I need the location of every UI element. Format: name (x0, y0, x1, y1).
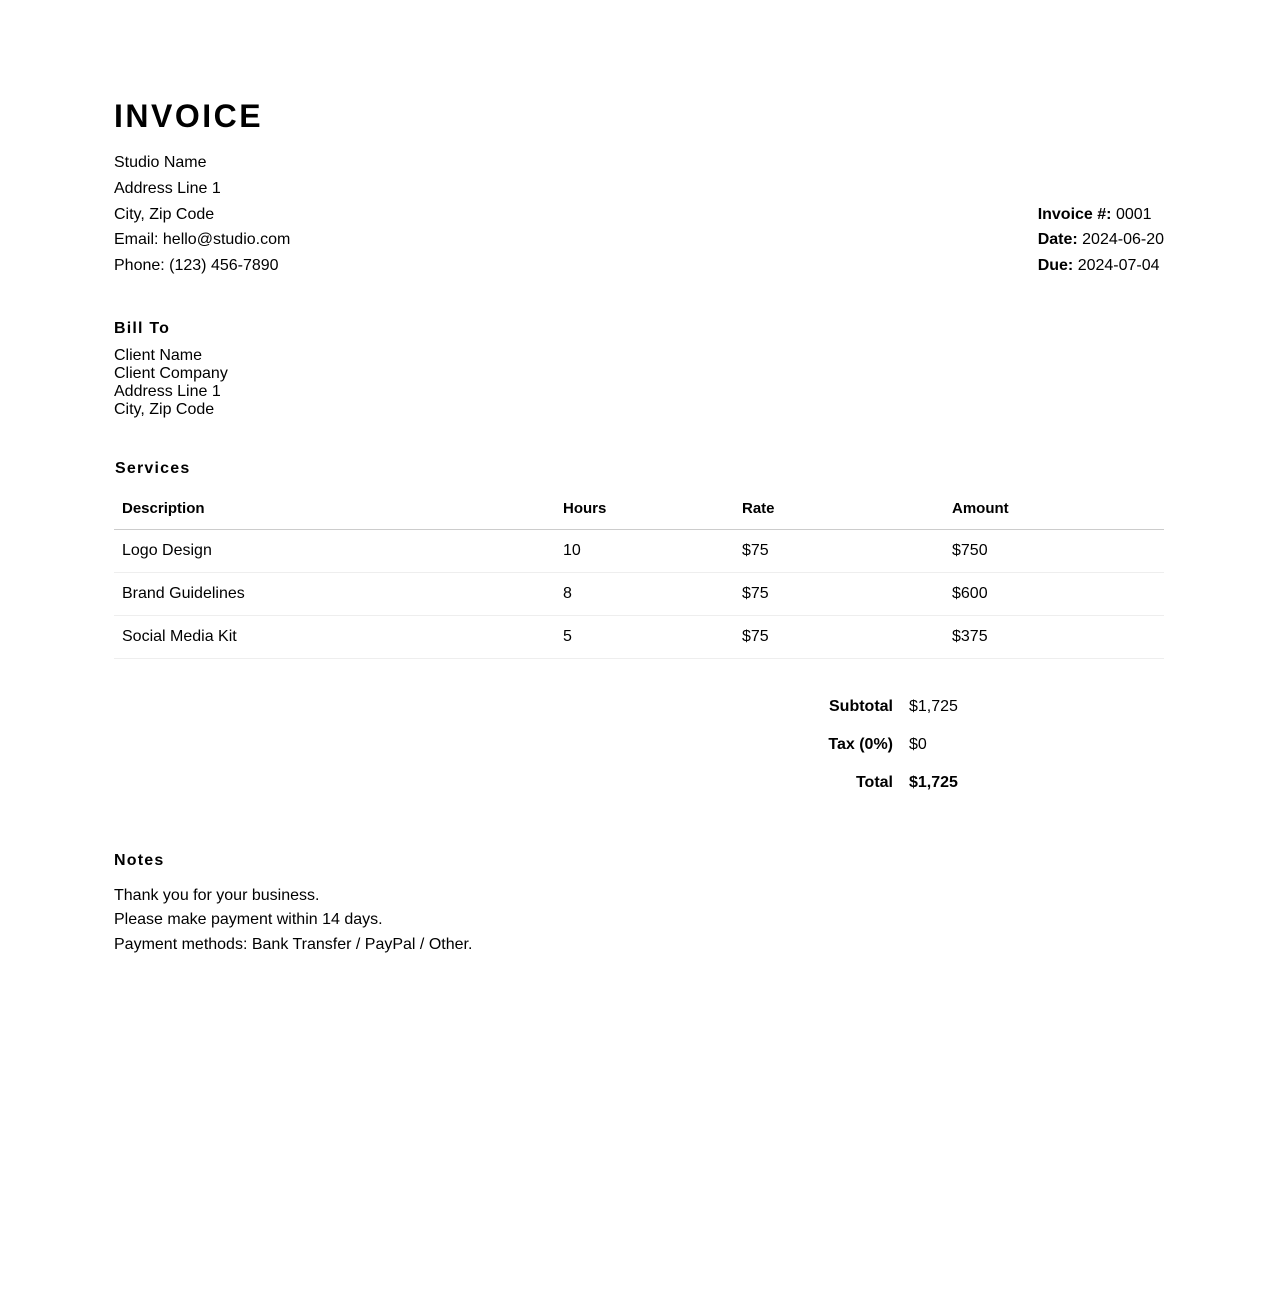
notes-line: Thank you for your business. (114, 886, 320, 904)
table-header-row (114, 490, 1164, 530)
studio-city-zip: City, Zip Code (114, 205, 215, 223)
invoice-due-label: Due: (1037, 257, 1074, 275)
cell-description: Social Media Kit (114, 615, 555, 658)
subtotal-label: Subtotal (829, 697, 893, 715)
client-city-zip: City, Zip Code (114, 400, 215, 418)
column-header-description: Description (114, 490, 555, 530)
table-row (114, 615, 1164, 658)
invoice-meta (1038, 202, 1164, 279)
notes-heading: Notes (114, 851, 165, 869)
invoice-title: INVOICE (114, 98, 264, 134)
client-address: Address Line 1 (114, 382, 221, 400)
cell-description: Brand Guidelines (114, 572, 555, 615)
bill-to-section (114, 319, 1164, 419)
services-section (114, 459, 1164, 811)
client-name: Client Name (114, 346, 203, 364)
table-row (114, 529, 1164, 572)
tax-label: Tax (0%) (828, 735, 893, 753)
studio-name: Studio Name (114, 154, 207, 171)
invoice-date-label: Date: (1037, 231, 1078, 249)
services-heading: Services (115, 459, 191, 477)
notes-line: Please make payment within 14 days. (114, 911, 383, 929)
tax-value: $0 (909, 735, 927, 753)
invoice-header (114, 150, 1164, 279)
column-header-rate: Rate (734, 490, 944, 530)
studio-info (114, 150, 290, 279)
totals-table (814, 697, 958, 811)
column-header-hours: Hours (555, 490, 734, 530)
studio-phone: Phone: (123) 456-7890 (114, 257, 279, 275)
bill-to-heading: Bill To (114, 319, 171, 337)
bill-to-lines (114, 347, 1164, 419)
notes-section (114, 851, 1164, 958)
services-table (114, 490, 1164, 659)
client-company: Client Company (114, 364, 228, 382)
tax-row (814, 735, 958, 773)
total-value: $1,725 (909, 773, 958, 791)
cell-amount: $600 (944, 572, 1164, 615)
invoice-number-value: 0001 (1111, 205, 1152, 223)
cell-amount: $750 (944, 529, 1164, 572)
subtotal-row (814, 697, 958, 735)
cell-rate: $75 (734, 572, 944, 615)
cell-rate: $75 (734, 615, 944, 658)
cell-hours: 5 (555, 615, 734, 658)
invoice-date (1038, 227, 1164, 253)
studio-address: Address Line 1 (114, 179, 221, 197)
invoice-due-value: 2024-07-04 (1073, 257, 1160, 275)
studio-email: Email: hello@studio.com (114, 231, 291, 249)
subtotal-value: $1,725 (909, 697, 958, 715)
invoice-date-value: 2024-06-20 (1077, 231, 1164, 249)
invoice-number-label: Invoice #: (1037, 205, 1112, 223)
notes-lines (114, 884, 1164, 958)
notes-line: Payment methods: Bank Transfer / PayPal / Other. (114, 935, 473, 953)
cell-rate: $75 (734, 529, 944, 572)
invoice-due (1038, 253, 1164, 279)
total-row (814, 773, 958, 811)
table-row (114, 572, 1164, 615)
column-header-amount: Amount (944, 490, 1164, 530)
cell-hours: 8 (555, 572, 734, 615)
cell-amount: $375 (944, 615, 1164, 658)
invoice-number (1038, 202, 1164, 228)
cell-hours: 10 (555, 529, 734, 572)
total-label: Total (855, 773, 893, 791)
cell-description: Logo Design (114, 529, 555, 572)
